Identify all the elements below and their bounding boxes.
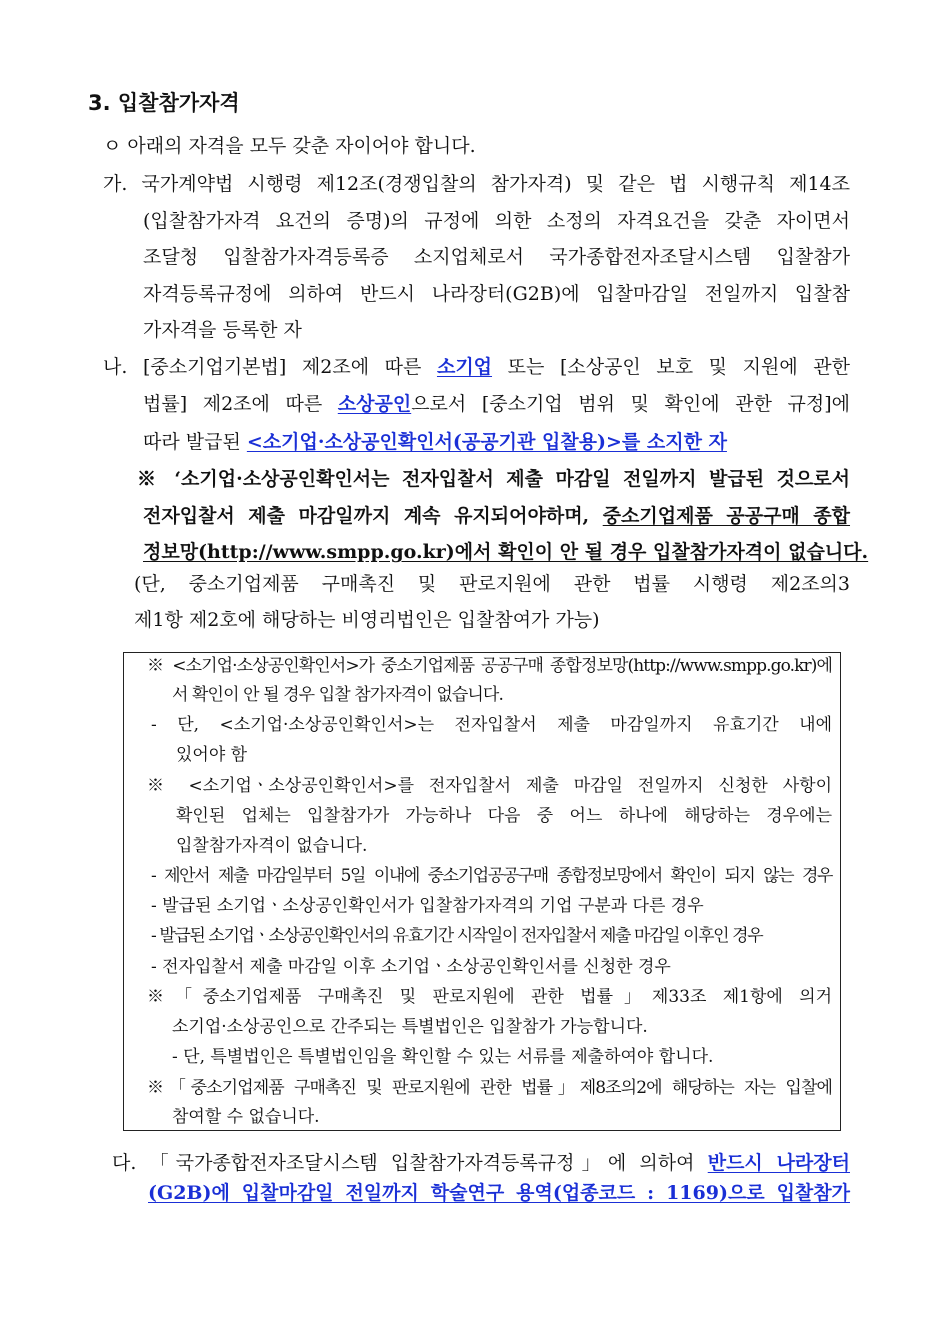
box-line13: 소기업·소상공인으로 간주되는 특별법인은 입찰참가 가능합니다. [172, 1017, 648, 1037]
item-na-note2-text: 전자입찰서 제출 마감일까지 계속 유지되어야하며, [143, 505, 603, 527]
item-na-line2 [143, 392, 850, 416]
box-line3: - 단, <소기업·소상공인확인서>는 전자입찰서 제출 마감일까지 유효기간 내에 [151, 715, 832, 735]
box-line10: - 발급된 소기업ㆍ소상공인확인서의 유효기간 시작일이 전자입찰서 제출 마감일 이후인 경우 [151, 926, 763, 946]
section-title: 3. 입찰참가자격 [88, 91, 240, 115]
item-na-line1-text-a: 나. [중소기업기본법] 제2조에 따른 [103, 356, 437, 378]
item-na-line3 [143, 430, 727, 454]
item-ga-line5: 가자격을 등록한 자 [143, 319, 302, 341]
box-line16: 참여할 수 없습니다. [172, 1107, 320, 1127]
item-na-line2-text-a: 법률] 제2조에 따른 [143, 393, 338, 415]
box-line6: 확인된 업체는 입찰참가가 가능하나 다음 중 어느 하나에 해당하는 경우에는 [176, 806, 832, 826]
item-na-paren2: 제1항 제2호에 해당하는 비영리법인은 입찰참여가 가능) [134, 609, 600, 631]
box-line11: - 전자입찰서 제출 마감일 이후 소기업ㆍ소상공인확인서를 신청한 경우 [151, 957, 671, 977]
small-business-link[interactable]: 소기업 [436, 356, 493, 378]
item-na-line2-text-b: 으로서 [중소기업 범위 및 확인에 관한 규정]에 [411, 393, 850, 415]
item-na-line3-text-a: 따라 발급된 [143, 431, 247, 453]
certificate-link[interactable]: <소기업·소상공인확인서(공공기관 입찰용)>를 소지한 자 [246, 431, 727, 453]
box-line12: ※「중소기업제품 구매촉진 및 판로지원에 관한 법률」제33조 제1항에 의거 [147, 987, 832, 1007]
item-ga-line2: (입찰참가자격 요건의 증명)의 규정에 의한 소정의 자격요건을 갖춘 자이면서 [143, 210, 850, 232]
g2b-link-part1[interactable]: 반드시 나라장터 [707, 1152, 850, 1174]
box-line9: - 발급된 소기업ㆍ소상공인확인서가 입찰참가자격의 기업 구분과 다른 경우 [151, 896, 704, 916]
item-da-line1 [112, 1151, 850, 1175]
item-na-note1: ※ ‘소기업·소상공인확인서는 전자입찰서 제출 마감일 전일까지 발급된 것으로서 [137, 468, 850, 490]
item-na-paren1: (단, 중소기업제품 구매촉진 및 판로지원에 관한 법률 시행령 제2조의3 [134, 573, 850, 595]
g2b-link-part2[interactable]: (G2B)에 입찰마감일 전일까지 학술연구 용역(업종코드 : 1169)으로 입찰참가 [148, 1182, 850, 1204]
small-merchant-link[interactable]: 소상공인 [337, 393, 412, 415]
box-line4: 있어야 함 [176, 745, 248, 765]
smpp-portal-text: 중소기업제품 공공구매 종합 [602, 505, 851, 527]
box-line2: 서 확인이 안 될 경우 입찰 참가자격이 없습니다. [172, 685, 503, 705]
item-na-line1-text-b: 또는 [소상공인 보호 및 지원에 관한 [492, 356, 851, 378]
item-ga-line4: 자격등록규정에 의하여 반드시 나라장터(G2B)에 입찰마감일 전일까지 입찰참 [143, 283, 850, 305]
item-ga-line1: 가. 국가계약법 시행령 제12조(경쟁입찰의 참가자격) 및 같은 법 시행규칙 제14조 [103, 173, 850, 195]
box-line5: ※ <소기업ㆍ소상공인확인서>를 전자입찰서 제출 마감일 전일까지 신청한 사항이 [147, 776, 832, 796]
item-da-line1-text: 다. 「국가종합전자조달시스템 입찰참가자격등록규정」에 의하여 [112, 1152, 708, 1174]
item-na-note2 [143, 504, 850, 528]
item-na-line1 [103, 355, 850, 379]
box-line15: ※「중소기업제품 구매촉진 및 판로지원에 관한 법률」제8조의2에 해당하는 자는 입찰에 [147, 1078, 832, 1098]
box-line14: - 단, 특별법인은 특별법인임을 확인할 수 있는 서류를 제출하여야 합니다. [172, 1047, 714, 1067]
box-line1: ※ <소기업·소상공인확인서>가 중소기업제품 공공구매 종합정보망(http://www.smpp.go.kr)에 [147, 656, 832, 676]
box-line8: - 제안서 제출 마감일부터 5일 이내에 중소기업공공구매 종합정보망에서 확인이 되지 않는 경우 [151, 866, 832, 886]
item-ga-line3: 조달청 입찰참가자격등록증 소지업체로서 국가종합전자조달시스템 입찰참가 [143, 246, 850, 268]
box-line7: 입찰참가자격이 없습니다. [176, 836, 368, 856]
intro-text: ㅇ 아래의 자격을 모두 갖춘 자이어야 합니다. [103, 135, 476, 157]
item-na-note3: 정보망(http://www.smpp.go.kr)에서 확인이 안 될 경우 입찰참가자격이 없습니다. [143, 541, 869, 563]
